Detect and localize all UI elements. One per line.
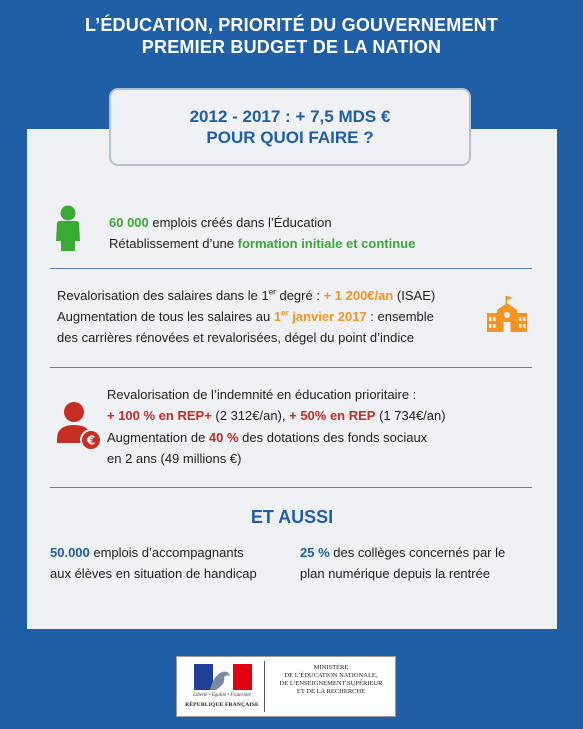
raise-date-month: janvier 2017	[288, 309, 367, 324]
svg-text:€: €	[86, 433, 96, 448]
aussi-left-line1	[50, 542, 244, 564]
separator-1	[50, 268, 532, 269]
section2-line3: des carrières rénovées et revalorisées, dégel du point d’indice	[57, 330, 414, 345]
aussi-left-highlight: 50.000	[50, 545, 90, 560]
aussi-right-line1	[300, 542, 505, 564]
funds-text: Augmentation de	[107, 430, 209, 445]
school-building-icon	[486, 296, 528, 332]
republique-label: RÉPUBLIQUE FRANÇAISE	[185, 702, 259, 708]
salary-sup: er	[268, 287, 276, 297]
funds-highlight: 40 %	[208, 430, 239, 445]
aussi-right-highlight: 25 %	[300, 545, 330, 560]
aussi-right-line2: plan numérique depuis la rentrée	[300, 566, 491, 581]
header-line-1: L’ÉDUCATION, PRIORITÉ DU GOUVERNEMENT	[84, 15, 499, 35]
rep-amount: (1 734€/an)	[375, 408, 446, 423]
separator-2	[50, 367, 532, 368]
aussi-left-text: emplois d’accompagnants	[89, 545, 244, 560]
header-line-2: PREMIER BUDGET DE LA NATION	[141, 37, 442, 57]
raise-date-day: 1	[273, 309, 282, 324]
rep-plus-amount: (2 312€/an),	[211, 408, 290, 423]
section1-line1	[109, 212, 332, 234]
person-icon	[54, 205, 82, 251]
page-header	[0, 14, 583, 58]
aussi-left-line2: aux élèves en situation de handicap	[50, 566, 257, 581]
ministere-line-3: DE L’ENSEIGNEMENT SUPÉRIEUR	[279, 680, 383, 687]
separator-3	[50, 487, 532, 488]
salary-end: (ISAE)	[393, 288, 436, 303]
rep-plus-highlight: + 100 % en REP+	[107, 408, 212, 423]
rep-highlight: + 50% en REP	[289, 408, 376, 423]
salary-highlight: + 1 200€/an	[323, 288, 394, 303]
section3-line4: en 2 ans (49 millions €)	[107, 451, 242, 466]
person-euro-icon	[55, 401, 103, 453]
raise-date	[274, 309, 367, 324]
salary-text: Revalorisation des salaires dans le 1	[57, 288, 269, 303]
section3-line2	[107, 405, 446, 427]
ministere-line-2: DE L’ÉDUCATION NATIONALE,	[284, 672, 378, 679]
jobs-count: 60 000	[109, 215, 149, 230]
logo-divider	[264, 661, 265, 712]
section2-line1	[57, 285, 435, 307]
question-line-2: POUR QUOI FAIRE ?	[206, 128, 374, 147]
ministere-line-4: ET DE LA RECHERCHE	[296, 688, 366, 695]
question-box	[109, 88, 471, 166]
marianne-flag-logo	[194, 664, 252, 690]
ministere-label	[268, 664, 394, 696]
raise-end: : ensemble	[366, 309, 434, 324]
salary-text-mid: degré :	[275, 288, 324, 303]
training-text: Rétablissement d’une	[109, 236, 238, 251]
funds-end: des dotations des fonds sociaux	[238, 430, 428, 445]
question-line-1: 2012 - 2017 : + 7,5 MDS €	[189, 107, 391, 126]
section2-line2	[57, 306, 434, 328]
jobs-text: emplois créés dans l’Éducation	[148, 215, 332, 230]
ministere-line-1: MINISTÈRE	[313, 664, 349, 671]
section1-line2	[109, 233, 415, 255]
training-highlight: formation initiale et continue	[237, 236, 416, 251]
raise-date-sup: er	[281, 308, 289, 318]
aussi-right-text: des collèges concernés par le	[329, 545, 506, 560]
et-aussi-title: ET AUSSI	[250, 507, 334, 527]
section3-line1: Revalorisation de l’indemnité en éducation prioritaire :	[107, 387, 417, 402]
flag-motto: Liberté • Égalité • Fraternité	[193, 693, 251, 698]
raise-text: Augmentation de tous les salaires au	[57, 309, 274, 324]
section3-line3	[107, 427, 427, 449]
ministry-logo	[176, 656, 396, 717]
